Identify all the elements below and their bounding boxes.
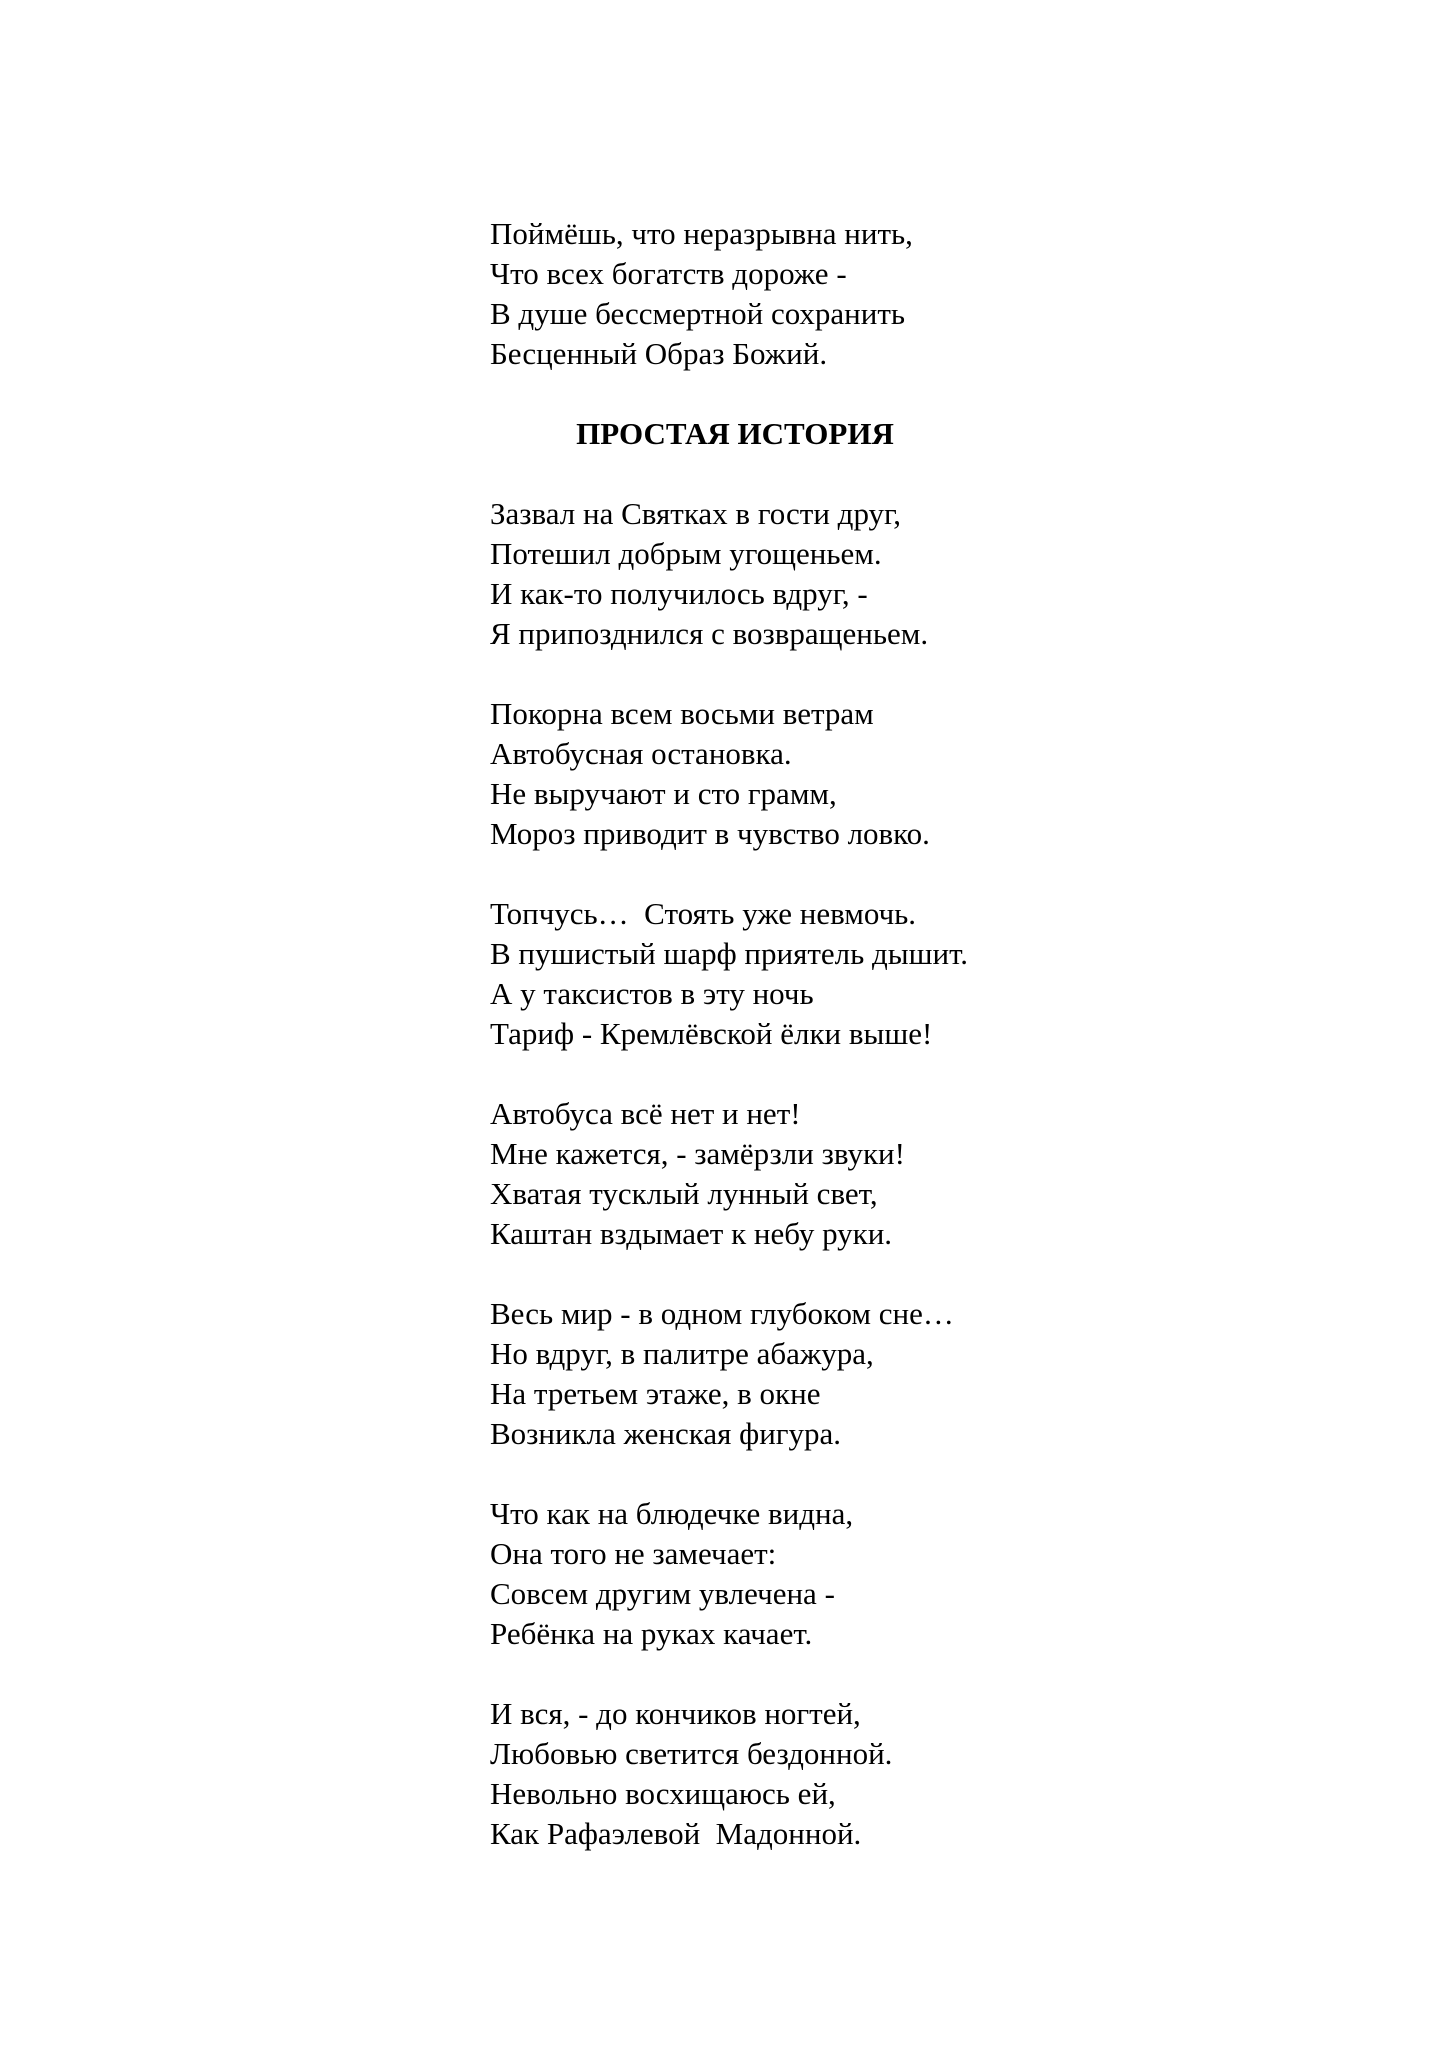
poem-line: Топчусь… Стоять уже невмочь. — [490, 896, 917, 931]
poem-line: Ребёнка на руках качает. — [490, 1616, 813, 1651]
poem-title: ПРОСТАЯ ИСТОРИЯ — [576, 416, 894, 451]
poem-line: Автобусная остановка. — [490, 736, 792, 771]
poem-line: Не выручают и сто грамм, — [490, 776, 837, 811]
poem-line: Но вдруг, в палитре абажура, — [490, 1336, 874, 1371]
stanza-3 — [490, 894, 1110, 1054]
poem-line: И как-то получилось вдруг, - — [490, 576, 868, 611]
poem-line: Мне кажется, - замёрзли звуки! — [490, 1136, 905, 1171]
poem-line: Потешил добрым угощеньем. — [490, 536, 882, 571]
poem-line: Поймёшь, что неразрывна нить, — [490, 216, 913, 251]
poem-line: Хватая тусклый лунный свет, — [490, 1176, 878, 1211]
poem-line: Что как на блюдечке видна, — [490, 1496, 854, 1531]
stanza-7 — [490, 1694, 1110, 1854]
poem-line: На третьем этаже, в окне — [490, 1376, 821, 1411]
poem-line: Что всех богатств дороже - — [490, 256, 847, 291]
poem-line: Возникла женская фигура. — [490, 1416, 842, 1451]
poem-line: Любовью светится бездонной. — [490, 1736, 893, 1771]
opening-stanza — [490, 214, 1110, 374]
poem-column — [490, 214, 1110, 1894]
poem-line: Автобуса всё нет и нет! — [490, 1096, 801, 1131]
poem-line: И вся, - до кончиков ногтей, — [490, 1696, 861, 1731]
stanza-2 — [490, 694, 1110, 854]
poem-line: Невольно восхищаюсь ей, — [490, 1776, 836, 1811]
poem-line: Зазвал на Святках в гости друг, — [490, 496, 902, 531]
poem-line: В пушистый шарф приятель дышит. — [490, 936, 969, 971]
poem-line: Тариф - Кремлёвской ёлки выше! — [490, 1016, 933, 1051]
poem-line: А у таксистов в эту ночь — [490, 976, 814, 1011]
poem-line: Каштан вздымает к небу руки. — [490, 1216, 893, 1251]
stanza-4 — [490, 1094, 1110, 1254]
poem-line: В душе бессмертной сохранить — [490, 296, 906, 331]
stanza-5 — [490, 1294, 1110, 1454]
stanza-1 — [490, 494, 1110, 654]
poem-line: Весь мир - в одном глубоком сне… — [490, 1296, 954, 1331]
poem-line: Бесценный Образ Божий. — [490, 336, 828, 371]
poem-line: Она того не замечает: — [490, 1536, 777, 1571]
poem-line: Совсем другим увлечена - — [490, 1576, 835, 1611]
poem-line: Покорна всем восьми ветрам — [490, 696, 874, 731]
poem-line: Как Рафаэлевой Мадонной. — [490, 1816, 862, 1851]
poem-line: Я припозднился с возвращеньем. — [490, 616, 929, 651]
stanza-6 — [490, 1494, 1110, 1654]
poem-line: Мороз приводит в чувство ловко. — [490, 816, 930, 851]
